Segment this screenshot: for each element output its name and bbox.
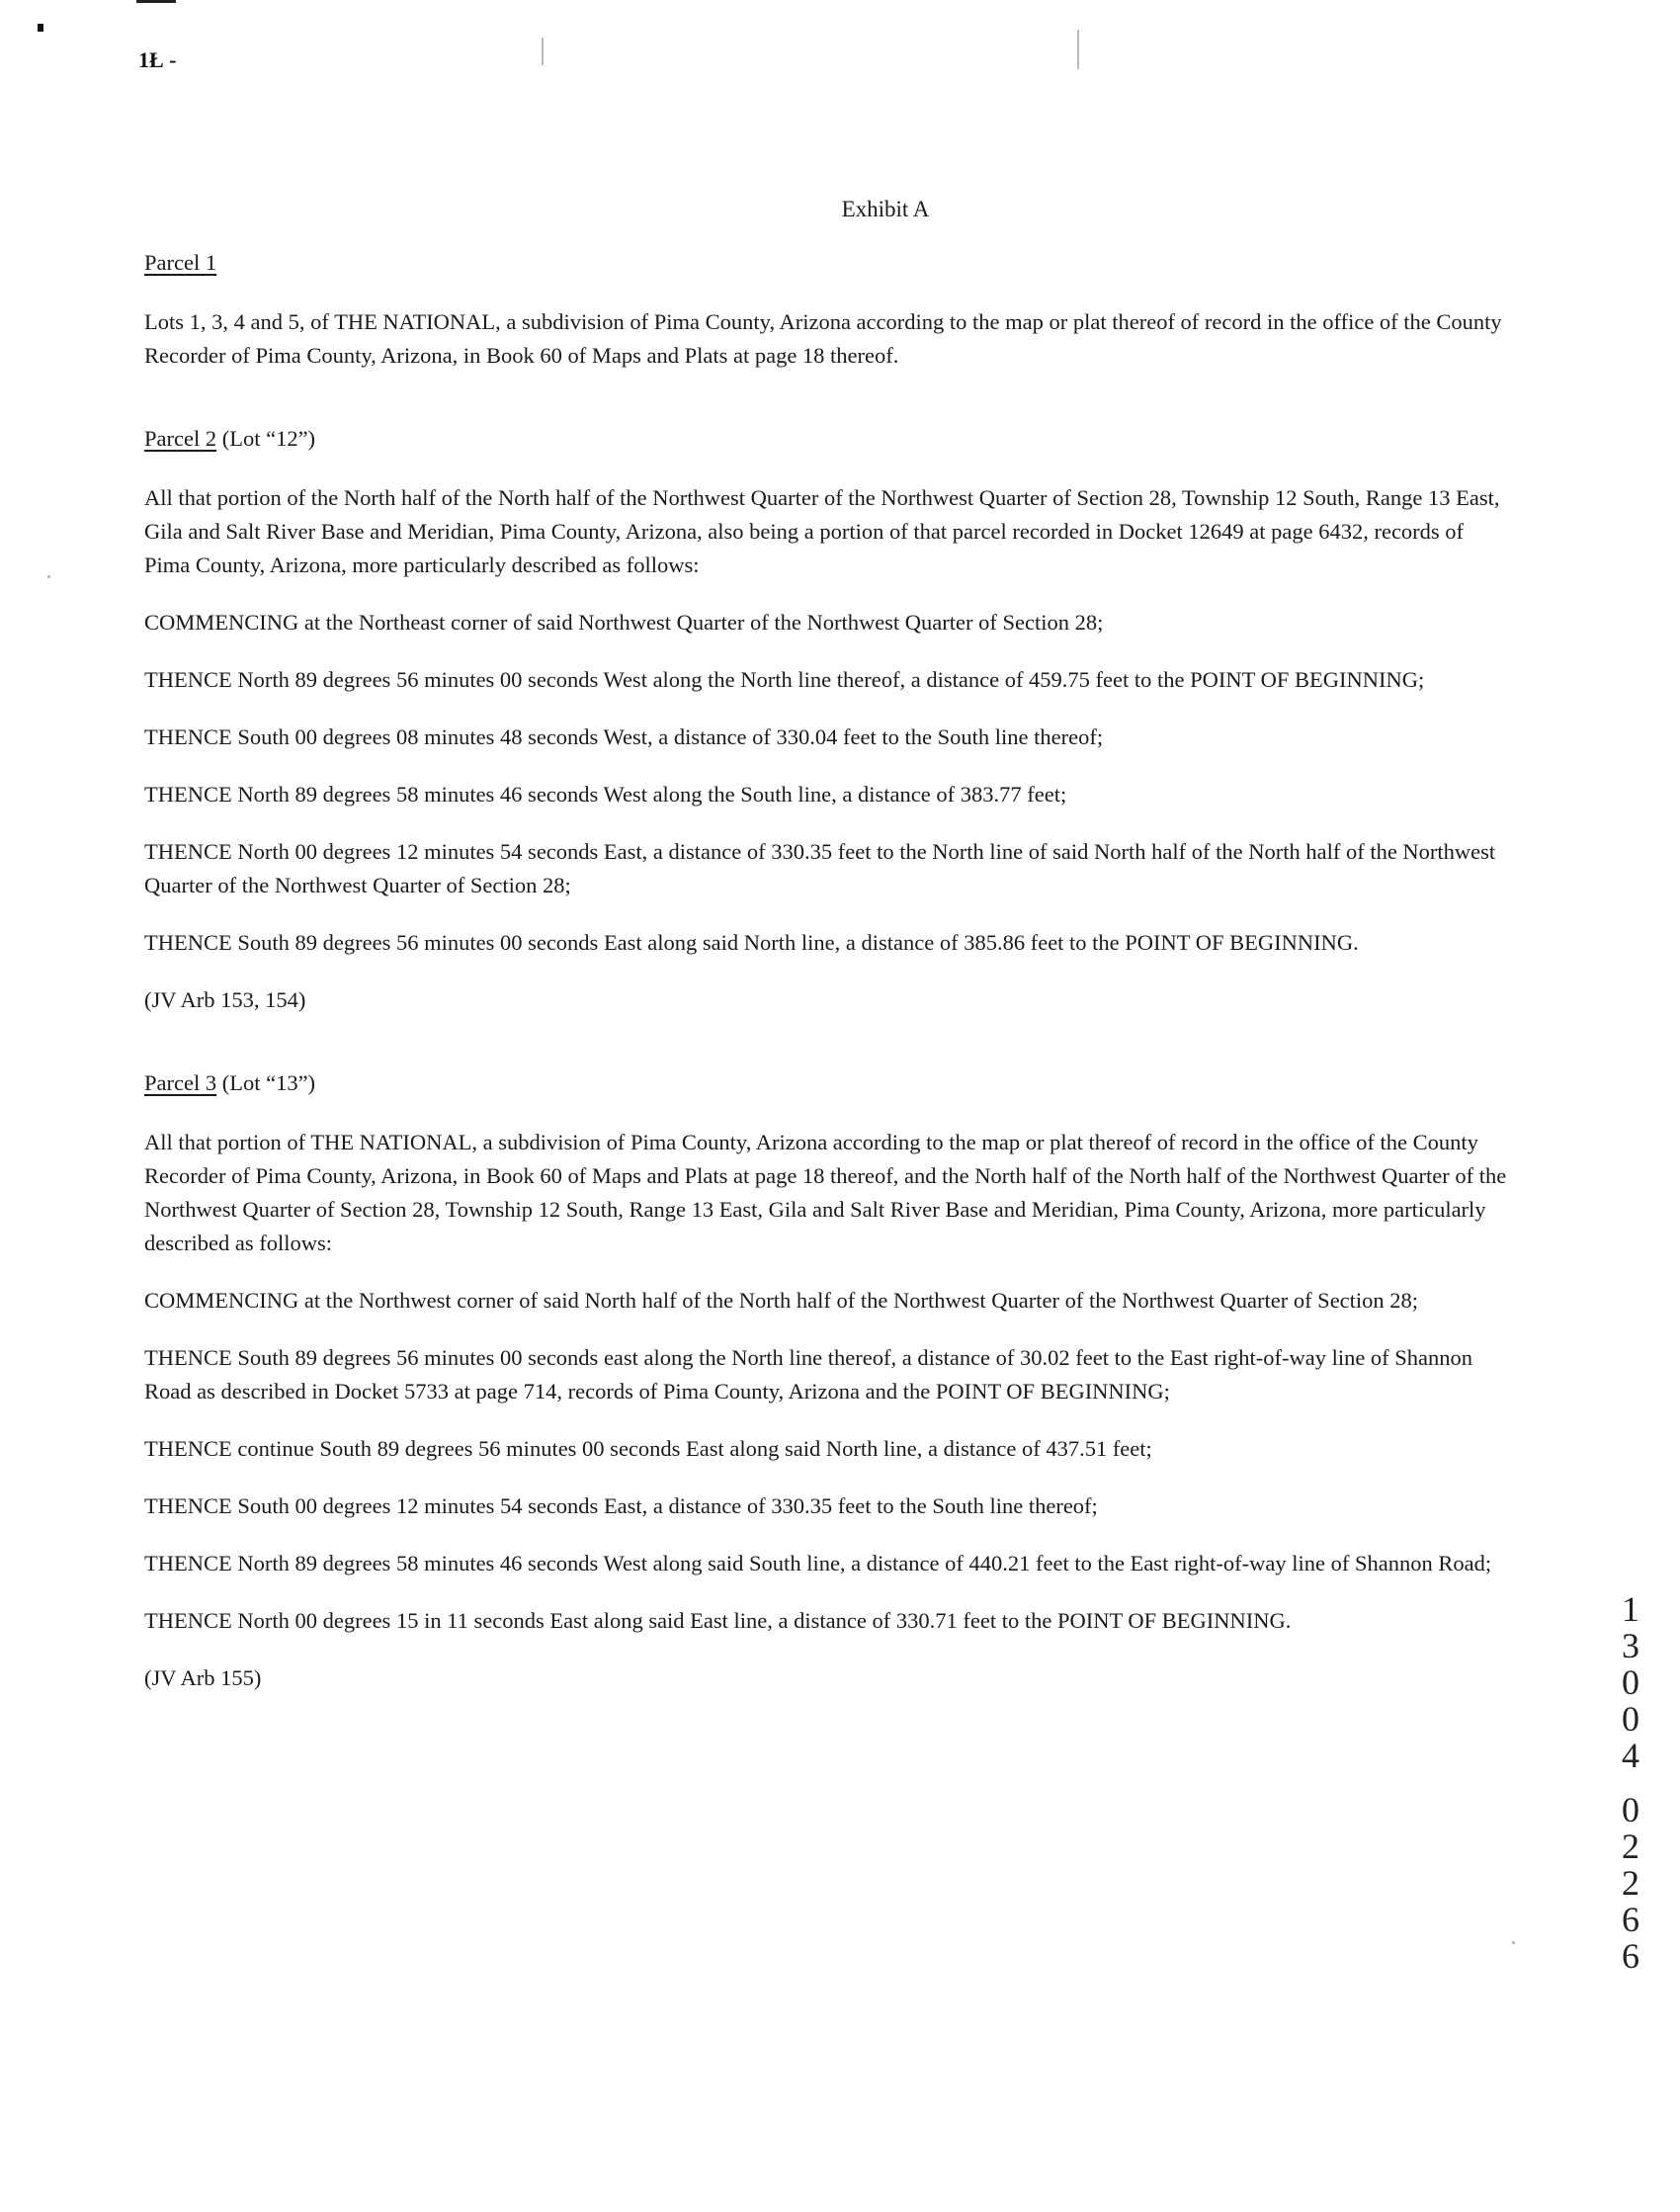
parcel-2-paragraph: THENCE South 00 degrees 08 minutes 48 seconds West, a distance of 330.04 feet to the South line thereof;: [144, 724, 1104, 749]
stamp-digit: 4: [1622, 1736, 1639, 1775]
parcel-3-heading-suffix: (Lot “13”): [221, 1070, 316, 1095]
top-left-mark: 1Ł -: [138, 47, 177, 72]
parcel-3-paragraph: THENCE South 89 degrees 56 minutes 00 seconds east along the North line thereof, a distance of 30.02 feet to the East right-of-way line of Shannon Road as described in Docket 5733 at page 714, records of Pima County, Arizona and the POINT OF BEGINNING;: [144, 1345, 1473, 1404]
scan-mark-line: [136, 0, 176, 3]
stamp-digit: 0: [1622, 1662, 1639, 1702]
scan-speck: [47, 575, 50, 578]
parcel-2-heading-suffix: (Lot “12”): [221, 426, 316, 451]
parcel-2-heading: [144, 422, 1508, 456]
parcel-3-paragraph: All that portion of THE NATIONAL, a subdivision of Pima County, Arizona according to the map or plat thereof of record in the office of the County Recorder of Pima County, Arizona, in Book 60 of Maps and Plats at page 18 thereof, and the North half of the North half of the Northwest Quarter of the Northwest Quarter of Section 28, Township 12 South, Range 13 East, Gila and Salt River Base and Meridian, Pima County, Arizona, more particularly described as follows:: [144, 1130, 1507, 1255]
parcel-3-reference: (JV Arb 155): [144, 1665, 262, 1690]
parcel-2-paragraph: All that portion of the North half of the North half of the Northwest Quarter of the Northwest Quarter of Section 28, Township 12 South, Range 13 East, Gila and Salt River Base and Meridian, Pima County, Arizona, also being a portion of that parcel recorded in Docket 12649 at page 6432, records of Pima County, Arizona, more particularly described as follows:: [144, 485, 1500, 577]
stamp-digit: 0: [1622, 1699, 1639, 1739]
parcel-2-paragraph: COMMENCING at the Northeast corner of said Northwest Quarter of the Northwest Quarter of Section 28;: [144, 610, 1104, 635]
parcel-2-paragraph: THENCE South 89 degrees 56 minutes 00 seconds East along said North line, a distance of 385.86 feet to the POINT OF BEGINNING.: [144, 930, 1359, 955]
recording-number-stamp: [1611, 1591, 1650, 1975]
parcel-1-heading: [144, 246, 1508, 280]
scan-speck: [542, 38, 544, 65]
parcel-3-heading-label: Parcel 3: [144, 1070, 217, 1095]
parcel-3-heading: [144, 1066, 1508, 1100]
parcel-2-paragraph: THENCE North 00 degrees 12 minutes 54 seconds East, a distance of 330.35 feet to the North line of said North half of the North half of the Northwest Quarter of the Northwest Quarter of Section 28;: [144, 839, 1496, 897]
parcel-3-paragraph: THENCE South 00 degrees 12 minutes 54 seconds East, a distance of 330.35 feet to the South line thereof;: [144, 1493, 1098, 1518]
stamp-digit: 2: [1622, 1827, 1639, 1866]
stamp-digit: 1: [1622, 1589, 1639, 1629]
parcel-3-paragraph: THENCE continue South 89 degrees 56 minutes 00 seconds East along said North line, a distance of 437.51 feet;: [144, 1436, 1152, 1461]
stamp-digit: 0: [1622, 1790, 1639, 1829]
parcel-3-paragraph: COMMENCING at the Northwest corner of said North half of the North half of the Northwest Quarter of the Northwest Quarter of Section 28;: [144, 1288, 1419, 1313]
parcel-1-description: Lots 1, 3, 4 and 5, of THE NATIONAL, a subdivision of Pima County, Arizona according to the map or plat thereof of record in the office of the County Recorder of Pima County, Arizona, in Book 60 of Maps and Plats at page 18 thereof.: [144, 309, 1502, 368]
parcel-3-paragraph: THENCE North 00 degrees 15 in 11 seconds East along said East line, a distance of 330.71 feet to the POINT OF BEGINNING.: [144, 1608, 1292, 1633]
stamp-digit: 6: [1622, 1900, 1639, 1939]
document-title: Exhibit A: [841, 197, 930, 221]
parcel-3-paragraph: THENCE North 89 degrees 58 minutes 46 seconds West along said South line, a distance of 440.21 feet to the East right-of-way line of Shannon Road;: [144, 1551, 1492, 1575]
parcel-2-paragraph: THENCE North 89 degrees 56 minutes 00 seconds West along the North line thereof, a distance of 459.75 feet to the POINT OF BEGINNING;: [144, 667, 1425, 692]
scan-speck: [1077, 30, 1079, 69]
scan-mark-dot: [38, 24, 43, 32]
parcel-2-paragraph: THENCE North 89 degrees 58 minutes 46 seconds West along the South line, a distance of 383.77 feet;: [144, 782, 1067, 807]
parcel-2-reference: (JV Arb 153, 154): [144, 987, 306, 1012]
stamp-digit: 3: [1622, 1626, 1639, 1665]
stamp-digit: 2: [1622, 1863, 1639, 1903]
parcel-2-heading-label: Parcel 2: [144, 426, 217, 451]
parcel-1-heading-label: Parcel 1: [144, 250, 217, 275]
document-body: [144, 193, 1508, 1719]
stamp-digit: 6: [1622, 1936, 1639, 1976]
scan-speck: [1512, 1941, 1515, 1944]
